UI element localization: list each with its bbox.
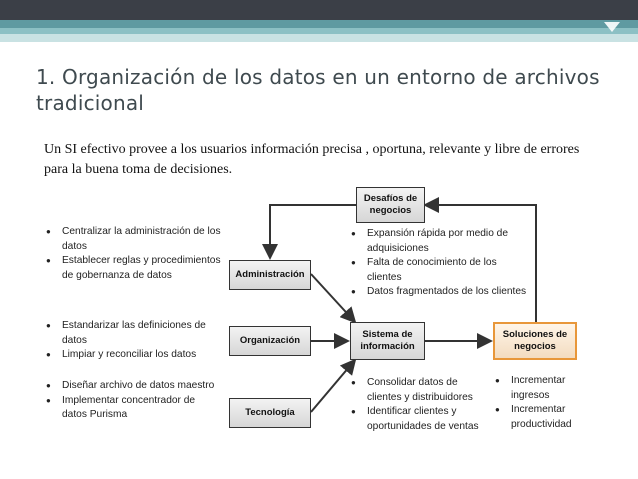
- box-tecnologia: Tecnología: [229, 398, 311, 428]
- list-item: ● Estandarizar las definiciones de datos: [46, 319, 221, 348]
- list-administracion: [46, 225, 221, 283]
- list-desafios: [351, 227, 531, 300]
- arrow-administracion-to-sistema: [311, 274, 355, 322]
- list-item: ● Identificar clientes y oportunidades de ventas: [351, 405, 486, 434]
- box-soluciones-de-negocios: Soluciones de negocios: [493, 322, 577, 360]
- list-item: ● Falta de conocimiento de los clientes: [351, 256, 531, 285]
- list-organizacion: [46, 319, 221, 363]
- list-item: ● Diseñar archivo de datos maestro: [46, 379, 221, 394]
- list-item: ● Incrementar productividad: [495, 403, 595, 432]
- list-item: ● Limpiar y reconciliar los datos: [46, 348, 221, 363]
- box-organizacion: Organización: [229, 326, 311, 356]
- list-sistema: [351, 376, 486, 434]
- list-item: ● Establecer reglas y procedimientos de gobernanza de datos: [46, 254, 221, 283]
- list-item: ● Expansión rápida por medio de adquisiciones: [351, 227, 531, 256]
- list-item: ● Implementar concentrador de datos Purisma: [46, 394, 221, 423]
- box-desafios-de-negocios: Desafíos de negocios: [356, 187, 425, 223]
- list-item: ● Incrementar ingresos: [495, 374, 595, 403]
- arrow-tecnologia-to-sistema: [311, 360, 355, 412]
- slide-subtitle: Un SI efectivo provee a los usuarios información precisa , oportuna, relevante y libre de errores para la buena toma de decisiones.: [44, 142, 580, 177]
- list-item: ● Centralizar la administración de los datos: [46, 225, 221, 254]
- arrow-desafios-to-administracion: [270, 205, 356, 258]
- slide-title: 1. Organización de los datos en un entorno de archivos tradicional: [36, 65, 600, 115]
- list-tecnologia: [46, 379, 221, 423]
- list-item: ● Consolidar datos de clientes y distribuidores: [351, 376, 486, 405]
- box-sistema-de-informacion: Sistema de información: [350, 322, 425, 360]
- box-administracion: Administración: [229, 260, 311, 290]
- list-item: ● Datos fragmentados de los clientes: [351, 285, 531, 300]
- list-soluciones: [495, 374, 595, 432]
